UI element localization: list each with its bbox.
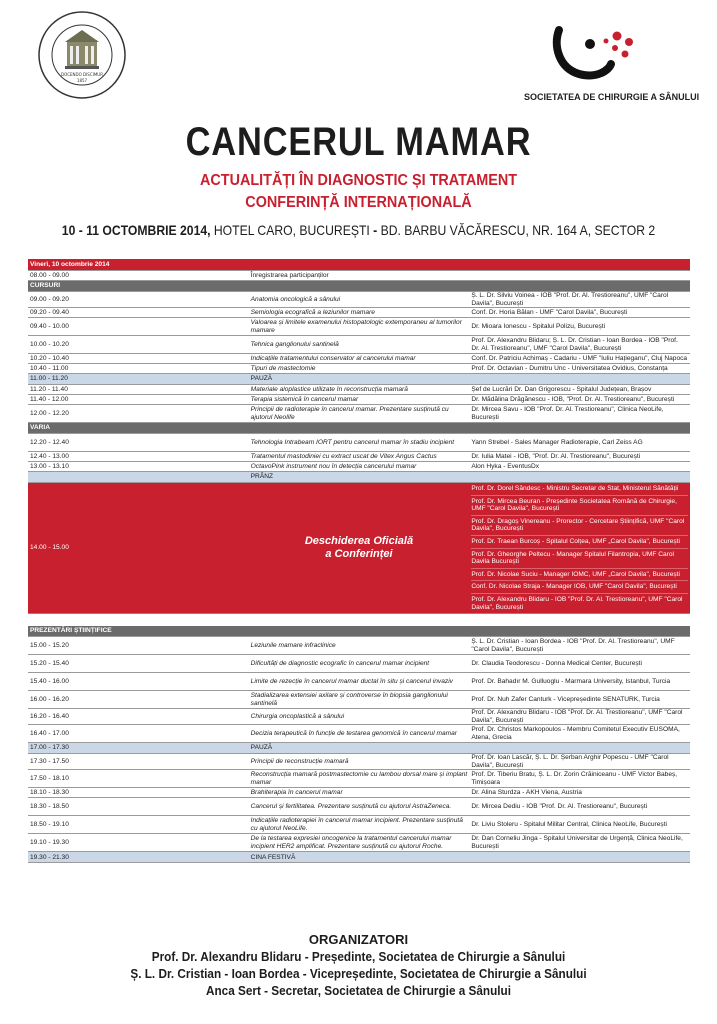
- time-cell: 17.00 - 17.30: [28, 743, 249, 754]
- speaker-cell: Dr. Claudia Teodorescu - Donna Medical Center, București: [469, 655, 690, 673]
- speaker-cell: Prof. Dr. Alexandru Blidaru - IOB "Prof. Dr. Al. Trestioreanu", UMF "Carol Davila", București: [469, 709, 690, 725]
- talk-row: [28, 318, 690, 336]
- topic-cell: Principii de radioterapie în cancerul mamar. Prezentare susținută cu ajutorul Neolife: [249, 405, 470, 423]
- topic-cell: Terapia sistemică în cancerul mamar: [249, 395, 470, 405]
- talk-row: [28, 655, 690, 673]
- time-cell: 11.00 - 11.20: [28, 374, 249, 385]
- dinner-row: [28, 852, 690, 863]
- event-address: BD. BARBU VĂCĂRESCU, NR. 164 A, SECTOR 2: [377, 222, 656, 238]
- break-row: [28, 743, 690, 754]
- talk-row: [28, 637, 690, 655]
- time-cell: 16.20 - 16.40: [28, 709, 249, 725]
- event-date: 10 - 11 OCTOMBRIE 2014,: [61, 222, 211, 238]
- speaker-cell: Prof. Dr. Bahadır M. Gulluoglu - Marmara University, Istanbul, Turcia: [469, 673, 690, 691]
- section-prezentari: [28, 626, 690, 637]
- topic-cell: Stadializarea extensiei axilare și controverse în biopsia ganglionului santinelă: [249, 691, 470, 709]
- society-logo: [545, 16, 645, 86]
- time-cell: 18.10 - 18.30: [28, 788, 249, 798]
- row-text: PAUZĂ: [249, 743, 690, 754]
- speaker-cell: Prof. Dr. Alexandru Blidaru; Ș. L. Dr. Cristian - Ioan Bordea - IOB "Prof. Dr. Al. Trestioreanu", UMF "Carol Davila", București: [469, 336, 690, 354]
- break-row: [28, 374, 690, 385]
- time-cell: 18.50 - 19.10: [28, 816, 249, 834]
- topic-cell: Dificultăți de diagnostic ecografic în cancerul mamar incipient: [249, 655, 470, 673]
- talk-row: [28, 385, 690, 395]
- opening-title-line: a Conferinței: [325, 548, 393, 561]
- section-varia-label: VARIA: [28, 423, 690, 434]
- time-cell: 12.00 - 12.20: [28, 405, 249, 423]
- time-cell: 10.20 - 10.40: [28, 354, 249, 364]
- talk-row: [28, 354, 690, 364]
- speaker-cell: Yann Strebel - Sales Manager Radioterapie, Carl Zeiss AG: [469, 434, 690, 452]
- topic-cell: Indicațiile tratamentului conservator al cancerului mamar: [249, 354, 470, 364]
- time-cell: 09.00 - 09.20: [28, 292, 249, 308]
- topic-cell: OctavoPink instrument nou în detecția cancerului mamar: [249, 462, 470, 472]
- time-cell: 12.20 - 12.40: [28, 434, 249, 452]
- speaker-cell: Dr. Alina Sturdza - AKH Viena, Austria: [469, 788, 690, 798]
- topic-cell: Limite de rezecție în cancerul mamar ductal în situ și cancerul invaziv: [249, 673, 470, 691]
- speaker-cell: Prof. Dr. Octavian - Dumitru Unc - Universitatea Ovidius, Constanța: [469, 364, 690, 374]
- event-venue: HOTEL CARO, BUCUREȘTI: [210, 222, 374, 238]
- time-cell: 13.00 - 13.10: [28, 462, 249, 472]
- talk-row: [28, 462, 690, 472]
- time-cell: 19.30 - 21.30: [28, 852, 249, 863]
- opening-speaker: Conf. Dr. Nicolae Straja - Manager IOB, UMF "Carol Davila", București: [471, 581, 688, 594]
- time-cell: 11.40 - 12.00: [28, 395, 249, 405]
- talk-row: [28, 434, 690, 452]
- time-cell: 16.00 - 16.20: [28, 691, 249, 709]
- topic-cell: Leziunile mamare infraclinice: [249, 637, 470, 655]
- speaker-cell: Dr. Mădălina Drăgănescu - IOB, "Prof. Dr. Al. Trestioreanu", București: [469, 395, 690, 405]
- speaker-cell: Conf. Dr. Horia Bălan - UMF "Carol Davila", București: [469, 308, 690, 318]
- opening-speaker: Prof. Dr. Gheorghe Peltecu - Manager Spitalul Filantropia, UMF Carol Davila București: [471, 549, 688, 569]
- date-venue-line: [47, 222, 671, 238]
- speaker-cell: Dr. Liviu Stoleru - Spitalul Militar Central, Clinica NeoLife, București: [469, 816, 690, 834]
- topic-cell: Tipuri de mastectomie: [249, 364, 470, 374]
- time-cell: 15.20 - 15.40: [28, 655, 249, 673]
- topic-cell: Brahiterapia în cancerul mamar: [249, 788, 470, 798]
- time-cell: 16.40 - 17.00: [28, 725, 249, 743]
- speaker-cell: Dr. Mircea Savu - IOB "Prof. Dr. Al. Trestioreanu", Clinica NeoLife, București: [469, 405, 690, 423]
- talk-row: [28, 364, 690, 374]
- talk-row: [28, 308, 690, 318]
- time-cell: 10.40 - 11.00: [28, 364, 249, 374]
- section-cursuri: [28, 281, 690, 292]
- topic-cell: De la testarea expresiei oncogenice la tratamentul cancerului mamar incipient HER2 amplificat. Prezentare susținută cu ajutorul Roche.: [249, 834, 470, 852]
- row-text: PAUZĂ: [249, 374, 690, 385]
- opening-speaker: Prof. Dr. Nicolae Suciu - Manager IOMC, UMF „Carol Davila", București: [471, 569, 688, 582]
- speaker-cell: Ș. L. Dr. Silviu Voinea - IOB "Prof. Dr. Al. Trestioreanu", UMF "Carol Davila", București: [469, 292, 690, 308]
- time-cell: [28, 472, 249, 483]
- organizer-line: Anca Sert - Secretar, Societatea de Chirurgie a Sânului: [206, 984, 511, 998]
- talk-row: [28, 405, 690, 423]
- row-text: CINA FESTIVĂ: [249, 852, 690, 863]
- spacer: [28, 614, 690, 627]
- opening-title: [249, 483, 470, 614]
- opening-speaker: Prof. Dr. Dragoș Vinereanu - Prorector - Cercetare Științifică, UMF "Carol Davila", București: [471, 516, 688, 536]
- opening-title-line: Deschiderea Oficială: [304, 535, 414, 548]
- time-cell: 11.20 - 11.40: [28, 385, 249, 395]
- time-cell: 09.40 - 10.00: [28, 318, 249, 336]
- speaker-cell: Prof. Dr. Ioan Lascăr, Ș. L. Dr. Șerban Arghir Popescu - UMF "Carol Davila", București: [469, 754, 690, 770]
- time-cell: 10.00 - 10.20: [28, 336, 249, 354]
- talk-row: [28, 798, 690, 816]
- talk-row: [28, 673, 690, 691]
- talk-row: [28, 725, 690, 743]
- time-cell: 08.00 - 09.00: [28, 271, 249, 281]
- organizer-line: Prof. Dr. Alexandru Blidaru - Președinte, Societatea de Chirurgie a Sânului: [151, 950, 566, 964]
- spacer-row: [28, 614, 690, 627]
- topic-cell: Materiale aloplastice utilizate în reconstrucția mamară: [249, 385, 470, 395]
- talk-row: [28, 770, 690, 788]
- talk-row: [28, 754, 690, 770]
- speaker-cell: Dr. Mioara Ionescu - Spitalul Polizu, București: [469, 318, 690, 336]
- opening-speaker: Prof. Dr. Traean Burcoș - Spitalul Colțea, UMF „Carol Davila", București: [471, 536, 688, 549]
- talk-row: [28, 816, 690, 834]
- topic-cell: Indicațiile radioterapiei în cancerul mamar incipient. Prezentare susținută cu ajutorul NeoLife.: [249, 816, 470, 834]
- topic-cell: Decizia terapeutică în funcție de testarea genomică în cancerul mamar: [249, 725, 470, 743]
- talk-row: [28, 788, 690, 798]
- time-cell: 14.00 - 15.00: [28, 483, 249, 614]
- topic-cell: Anatomia oncologică a sânului: [249, 292, 470, 308]
- opening-speaker: Prof. Dr. Dorel Săndesc - Ministru Secretar de Stat, Ministerul Sănătății: [471, 483, 688, 496]
- topic-cell: Tratamentul mastodiniei cu extract uscat de Vitex Angus Cactus: [249, 452, 470, 462]
- speaker-cell: Prof. Dr. Tiberiu Bratu, Ș. L. Dr. Zorin Crăiniceanu - UMF Victor Babeș, Timișoara: [469, 770, 690, 788]
- row-text: Înregistrarea participanților: [249, 271, 690, 281]
- svg-text:DOCENDO DISCIMUR: DOCENDO DISCIMUR: [61, 72, 103, 77]
- svg-text:1857: 1857: [76, 78, 88, 83]
- society-name: SOCIETATEA DE CHIRURGIE A SÂNULUI: [524, 92, 700, 102]
- header: [0, 0, 717, 120]
- opening-speakers: [469, 483, 690, 614]
- section-varia: [28, 423, 690, 434]
- day-header: [28, 259, 690, 271]
- day-header-label: Vineri, 10 octombrie 2014: [28, 259, 690, 271]
- speaker-cell: Ș. L. Dr. Cristian - Ioan Bordea - IOB "Prof. Dr. Al. Trestioreanu", UMF "Carol Davila", București: [469, 637, 690, 655]
- topic-cell: Reconstrucția mamară postmastectomie cu lambou dorsal mare și implant mamar: [249, 770, 470, 788]
- talk-row: [28, 292, 690, 308]
- time-cell: 19.10 - 19.30: [28, 834, 249, 852]
- time-cell: 09.20 - 09.40: [28, 308, 249, 318]
- time-cell: 18.30 - 18.50: [28, 798, 249, 816]
- organizer-line: Ș. L. Dr. Cristian - Ioan Bordea - Vicepreședinte, Societatea de Chirurgie a Sânului: [130, 967, 587, 981]
- time-cell: 17.50 - 18.10: [28, 770, 249, 788]
- topic-cell: Semiologia ecografică a leziunilor mamare: [249, 308, 470, 318]
- speaker-cell: Prof. Dr. Nuh Zafer Canturk - Vicepreședinte SENATURK, Turcia: [469, 691, 690, 709]
- topic-cell: Valoarea și limitele examenului histopatologic extemporaneu al tumorilor mamare: [249, 318, 470, 336]
- speaker-cell: Dr. Iulia Matei - IOB, "Prof. Dr. Al. Trestioreanu", București: [469, 452, 690, 462]
- talk-row: [28, 709, 690, 725]
- lunch-row: [28, 472, 690, 483]
- section-cursuri-label: CURSURI: [28, 281, 690, 292]
- speaker-cell: Conf. Dr. Patriciu Achimaș - Cadariu - UMF "Iuliu Hațieganu", Cluj Napoca: [469, 354, 690, 364]
- talk-row: [28, 834, 690, 852]
- speaker-cell: Dr. Mircea Dediu - IOB "Prof. Dr. Al. Trestioreanu", București: [469, 798, 690, 816]
- talk-row: [28, 395, 690, 405]
- time-cell: 17.30 - 17.50: [28, 754, 249, 770]
- opening-row: [28, 483, 690, 614]
- speaker-cell: Prof. Dr. Christos Markopoulos - Membru Comitetul Executiv EUSOMA, Atena, Grecia: [469, 725, 690, 743]
- time-cell: 12.40 - 13.00: [28, 452, 249, 462]
- organizers-heading: ORGANIZATORI: [308, 932, 409, 947]
- university-seal-logo: [37, 10, 127, 100]
- opening-speaker: Prof. Dr. Alexandru Blidaru - IOB "Prof. Dr. Al. Trestioreanu", UMF "Carol Davila", București: [471, 595, 683, 611]
- dateline-dash: -: [373, 222, 378, 238]
- registration-row: [28, 271, 690, 281]
- opening-speaker: Prof. Dr. Mircea Beuran - Președinte Societatea Română de Chirurgie, UMF "Carol Davila", București: [471, 496, 688, 516]
- talk-row: [28, 452, 690, 462]
- topic-cell: Cancerul și fertilitatea. Prezentare susținută cu ajutorul AstraZeneca.: [249, 798, 470, 816]
- program-table: [28, 259, 690, 863]
- time-cell: 15.00 - 15.20: [28, 637, 249, 655]
- time-cell: 15.40 - 16.00: [28, 673, 249, 691]
- subtitle-topic: ACTUALITĂȚI ÎN DIAGNOSTIC ȘI TRATAMENT: [199, 172, 518, 189]
- talk-row: [28, 691, 690, 709]
- lunch-label: PRÂNZ: [249, 472, 690, 483]
- section-prezentari-label: PREZENTĂRI ȘTIINȚIFICE: [28, 626, 690, 637]
- speaker-cell: Dr. Dan Corneliu Jinga - Spitalul Universitar de Urgență, Clinica NeoLife, București: [469, 834, 690, 852]
- talk-row: [28, 336, 690, 354]
- topic-cell: Principii de reconstrucție mamară: [249, 754, 470, 770]
- page-title: CANCERUL MAMAR: [185, 120, 532, 164]
- topic-cell: Chirurgia oncoplastică a sânului: [249, 709, 470, 725]
- speaker-cell: Șef de Lucrări Dr. Dan Grigorescu - Spitalul Județean, Brașov: [469, 385, 690, 395]
- subtitle-conference: CONFERINȚĂ INTERNAȚIONALĂ: [245, 194, 472, 211]
- topic-cell: Tehnica ganglionului santinelă: [249, 336, 470, 354]
- topic-cell: Tehnologia Intrabeam IORT pentru cancerul mamar în stadiu incipient: [249, 434, 470, 452]
- speaker-cell: Alon Hyka - EventusDx: [469, 462, 690, 472]
